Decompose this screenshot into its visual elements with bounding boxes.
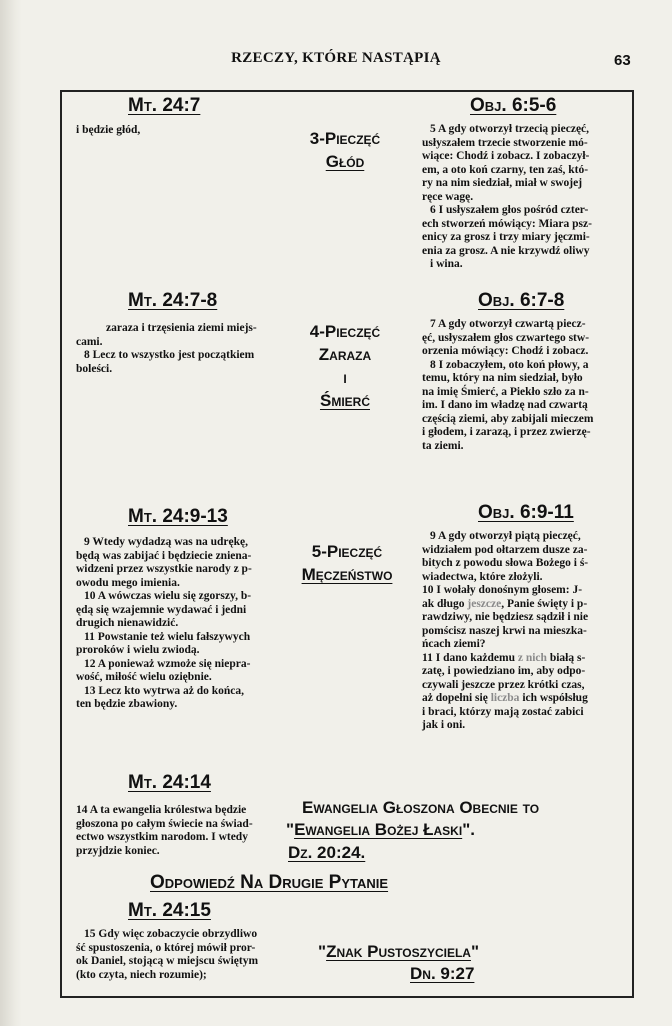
text-line: 8 I zobaczyłem, oto koń płowy, a	[430, 358, 589, 371]
statement-ref-dz-20-24: Dz. 20:24.	[288, 843, 366, 862]
text-line: 9 Wtedy wydadzą was na udrękę,	[84, 536, 248, 548]
page-edge-shadow	[0, 0, 22, 1026]
seal-5-name: 5-Pieczęć	[311, 542, 383, 561]
verse-text-mt-24-7-8	[76, 322, 282, 376]
text-line: ten będzie zbawiony.	[76, 698, 178, 710]
text-line: ectwo wszystkim narodom. I wtedy	[76, 831, 248, 843]
text-span: białą s-	[546, 651, 586, 664]
text-line: 8 Lecz to wszystko jest początkiem	[84, 349, 255, 361]
text-span: 11 I dano każdemu	[422, 651, 518, 664]
ref-obj-6-5-6: Obj. 6:5-6	[470, 95, 557, 116]
verse-text-obj-6-5-6	[422, 123, 634, 272]
text-line: częścią ziemi, aby zabijali mieczem	[422, 412, 594, 425]
text-line: ok Daniel, stojącą w miejscu świętym	[76, 955, 259, 967]
statement-line2	[286, 820, 475, 840]
seal-5	[282, 540, 412, 586]
text-line: ęć, usłyszałem głos czwartego stw-	[422, 331, 590, 344]
text-line	[422, 598, 634, 612]
text-line: 5 A gdy otworzył trzecią pieczęć,	[430, 123, 590, 135]
text-line: enia za grosz. A nie krzywdź oliwy	[422, 244, 590, 257]
text-line: im. I dano im władzę nad czwartą	[422, 399, 588, 411]
text-line: ech stworzeń mówiący: Miara psz-	[422, 217, 592, 230]
sign-text: Znak Pustoszyciela	[326, 942, 471, 961]
seal-3-name: 3-Pieczęć	[309, 129, 381, 148]
verse-text-mt-24-7: i będzie głód,	[76, 124, 141, 136]
text-span: , Panie święty i p-	[501, 597, 588, 610]
text-line: 6 I usłyszałem głos pośród czter-	[430, 204, 589, 216]
text-line: na imię Śmierć, a Piekło szło za n-	[422, 385, 589, 398]
highlighted-word: z nich	[517, 651, 547, 664]
text-line: 15 Gdy więc zobaczycie obrzydliwo	[84, 928, 258, 940]
text-line: przyjdzie koniec.	[76, 844, 160, 857]
text-line: 11 Powstanie też wielu fałszywych	[84, 630, 251, 643]
sign-ref-dn-9-27: Dn. 9:27	[410, 964, 475, 983]
text-line: czywali jeszcze przez krótki czas,	[422, 678, 585, 691]
text-line: owodu mego imienia.	[76, 576, 180, 589]
highlighted-word: liczba	[490, 692, 520, 704]
ref-mt-24-7-8: Mt. 24:7-8	[128, 290, 218, 311]
text-line: 10 A wówczas wielu się zgorszy, b-	[84, 590, 252, 602]
text-line: 9 A gdy otworzył piątą pieczęć,	[430, 530, 581, 542]
seal-4-name: 4-Pieczęć	[309, 322, 381, 341]
text-line: i głodem, i zarazą, i przez zwierzę-	[422, 426, 591, 438]
seal-5-meaning: Męczeństwo	[301, 565, 393, 584]
seal-4-and: i	[343, 368, 347, 387]
text-line: (kto czyta, niech rozumie);	[76, 968, 207, 981]
text-line: ręce wagę.	[422, 190, 474, 203]
text-line: enicy za grosz i trzy miary jęczmi-	[422, 231, 590, 243]
text-line: 10 I wołały donośnym głosem: J-	[422, 584, 583, 596]
text-line: będą was zabijać i będziecie zniena-	[76, 549, 252, 562]
text-line: ńcach ziemi?	[422, 638, 486, 650]
statement-gospel-of-grace: Ewangelia Bożej Łaski	[294, 820, 463, 839]
running-title: RZECZY, KTÓRE NASTĄPIĄ	[231, 50, 441, 66]
text-line: cami.	[76, 335, 103, 348]
verse-text-obj-6-9-11	[422, 530, 634, 733]
text-line: widziałem pod ołtarzem dusze za-	[422, 543, 588, 556]
text-span: ak długo	[422, 597, 468, 610]
text-line: wiące: Chodź i zobacz. I zobaczył-	[422, 150, 590, 162]
ref-mt-24-14: Mt. 24:14	[128, 772, 211, 793]
text-line: 7 A gdy otworzył czwartą piecz-	[430, 318, 586, 330]
seal-4	[290, 320, 400, 412]
sign-of-desolator	[318, 942, 479, 962]
text-line: drugich nienawidzić.	[76, 617, 179, 629]
seal-4-smierc: Śmierć	[319, 391, 370, 410]
quote-mark: "	[470, 942, 480, 961]
text-line: usłyszałem trzecie stworzenie mó-	[422, 136, 588, 149]
seal-3	[290, 127, 400, 173]
ref-mt-24-15: Mt. 24:15	[128, 900, 211, 921]
verse-text-mt-24-15	[76, 928, 282, 982]
verse-text-mt-24-14	[76, 804, 282, 858]
text-line: boleści.	[76, 362, 113, 375]
text-span: ich współsług	[519, 692, 588, 704]
quote-mark: "	[318, 942, 327, 961]
text-line: i braci, którzy mają zostać zabici	[422, 705, 584, 718]
text-line: wość, miłość wielu oziębnie.	[76, 671, 212, 683]
ref-obj-6-7-8: Obj. 6:7-8	[478, 290, 565, 311]
text-line: 14 A ta ewangelia królestwa będzie	[76, 804, 247, 816]
ref-mt-24-9-13: Mt. 24:9-13	[128, 506, 228, 527]
text-line: widzeni przez wszystkie narody z p-	[76, 563, 252, 575]
verse-text-obj-6-7-8	[422, 318, 634, 453]
text-line: zatę, i powiedziano im, aby odpo-	[422, 665, 586, 677]
statement-line1: Ewangelia Głoszona Obecnie to	[302, 798, 540, 817]
text-line: 12 A ponieważ wzmoże się niepra-	[84, 657, 251, 670]
text-line: wiadectwa, które złożyli.	[422, 570, 543, 583]
text-line: em, a oto koń czarny, ten zaś, któ-	[422, 163, 589, 176]
text-line: proroków i wielu zwiodą.	[76, 644, 200, 656]
text-line	[422, 692, 634, 706]
ref-obj-6-9-11: Obj. 6:9-11	[478, 502, 574, 523]
text-line: orzenia mówiący: Chodź i zobacz.	[422, 345, 589, 357]
seal-3-meaning: Głód	[325, 152, 365, 171]
ref-mt-24-7: Mt. 24:7	[128, 95, 201, 116]
text-line: głoszona po całym świecie na świad-	[76, 817, 253, 830]
text-line: ta ziemi.	[422, 439, 464, 452]
verse-text-mt-24-9-13	[76, 536, 282, 712]
text-line: rawdziwy, nie będziesz sądził i nie	[422, 611, 589, 623]
seal-4-zaraza: Zaraza	[318, 345, 372, 364]
text-line: 13 Lecz kto wytrwa aż do końca,	[84, 684, 245, 697]
text-line	[422, 652, 634, 666]
text-line: ść spustoszenia, o której mówił pror-	[76, 941, 256, 954]
text-line: bitych z powodu słowa Bożego i ś-	[422, 557, 589, 569]
text-line: temu, który na nim siedział, było	[422, 372, 583, 384]
text-line: ry na nim siedział, miał w swojej	[422, 177, 583, 189]
heading-second-question: Odpowiedź Na Drugie Pytanie	[150, 872, 389, 893]
page-number: 63	[614, 52, 631, 69]
text-line: ędą się wzajemnie wydawać i jedni	[76, 603, 247, 616]
text-line: jak i oni.	[422, 719, 466, 731]
text-span: aż dopełni się	[422, 692, 491, 704]
text-line: zaraza i trzęsienia ziemi miejs-	[106, 322, 257, 334]
text-line: i wina.	[430, 258, 463, 270]
quote-mark: ".	[462, 820, 475, 839]
text-line: pomścisz naszej krwi na mieszka-	[422, 624, 587, 637]
quote-mark: "	[286, 820, 295, 839]
highlighted-word: jeszcze	[467, 597, 502, 610]
